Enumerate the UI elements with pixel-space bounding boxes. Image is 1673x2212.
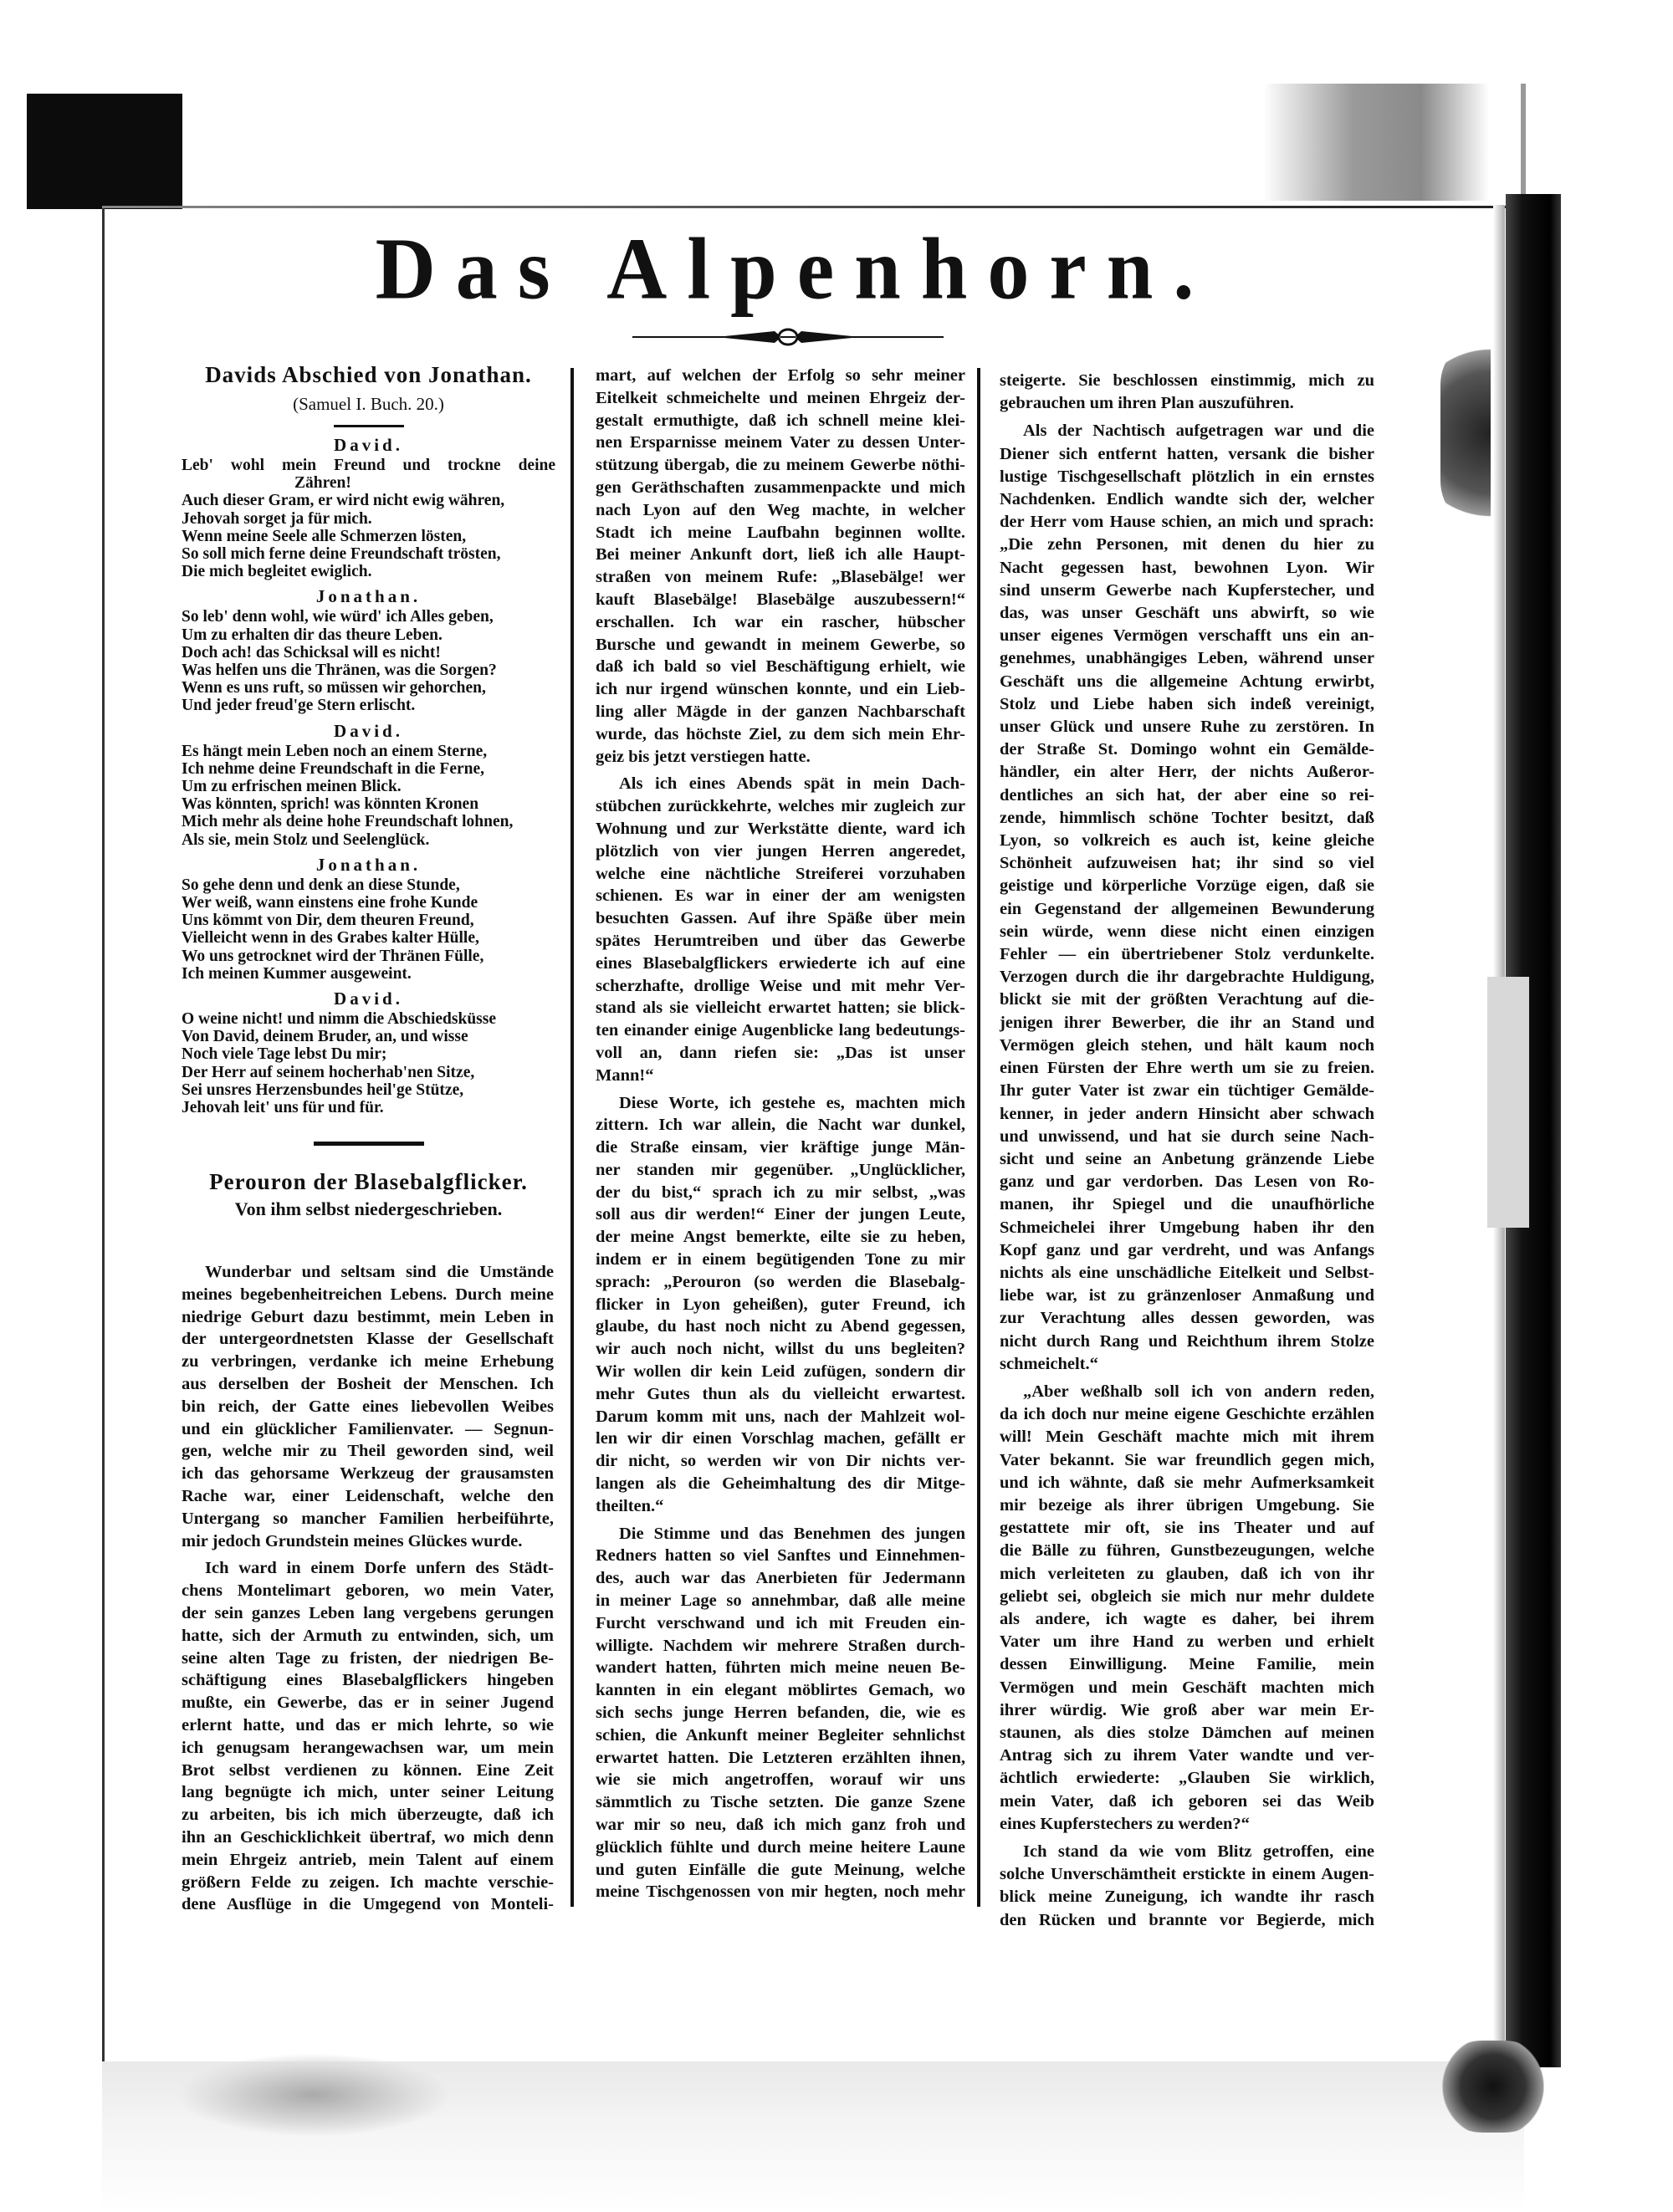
text-line: flicker in Lyon geheißen), guter Freund, ich (596, 1295, 965, 1314)
text-line: daß ich bald so viel Beschäftigung erhielt, wie (596, 657, 965, 677)
text-line: welche eine nächtliche Streiferei vorzuhaben (596, 864, 965, 883)
text-line: kauft Blasebälge! Blasebälge auszubessern!“ (596, 590, 965, 609)
paragraph (1000, 420, 1374, 1376)
poem-line: Was helfen uns die Thränen, was die Sorgen? (182, 662, 497, 680)
text-line: der Herr vom Hause schien, an mich und sprach: (1000, 513, 1374, 532)
text-line: solche Unverschämtheit erstickte in einem Augen- (1000, 1865, 1374, 1884)
text-line: das, was unser Geschäft uns abwirft, so wie (1000, 604, 1374, 623)
text-line: langen als die Geheimhaltung des dir Mitge- (596, 1474, 965, 1494)
text-line: manen, ihr Spiegel und die unaufhörliche (1000, 1195, 1374, 1214)
text-line: erlernt hatte, und das er mich lehrte, so wie (182, 1715, 554, 1734)
text-line: zu verbringen, verdanke ich meine Erhebung (182, 1352, 554, 1372)
text-line: bin reich, der Gatte eines liebevollen Weibes (182, 1397, 554, 1416)
text-line: händler, ein alter Herr, der nichts Außeror- (1000, 763, 1374, 782)
article-byline: Von ihm selbst niedergeschrieben. (234, 1198, 503, 1220)
text-line: sicht und seine an Anbetung gränzende Liebe (1000, 1149, 1374, 1168)
text-line: nicht durch Rang und Reichthum ihrem Stolze (1000, 1331, 1374, 1351)
text-line: len wir dir einen Vorschlag machen, gefällt er (596, 1429, 965, 1448)
text-line: Bursche und gewandt in meinem Gewerbe, so (596, 635, 965, 654)
text-line: blick meine Zuneigung, ich wandte ihr rasch (1000, 1888, 1374, 1907)
text-line: wie sie mich angetroffen, worauf wir uns (596, 1770, 965, 1790)
poem-line: Ich nehme deine Freundschaft in die Ferne, (182, 759, 485, 778)
text-line: ich genugsam herangewachsen war, um mein (182, 1738, 554, 1757)
text-line: erwartet hatten. Die Letzteren erzählten ihnen, (596, 1748, 965, 1767)
text-line: wandert hatten, führten mich meine neuen Be- (596, 1658, 965, 1678)
stanza-speaker: David. (334, 435, 403, 455)
text-line: Ich ward in einem Dorfe unfern des Städt- (205, 1559, 554, 1578)
scan-dark-blot (1439, 2041, 1548, 2133)
text-line: soll aus dir werden!“ Einer der jungen Leute, (596, 1205, 965, 1224)
poem-line: Ich meinen Kummer ausgeweint. (182, 964, 412, 983)
text-line: und ein glücklicher Familienvater. — Segnun- (182, 1419, 554, 1438)
paragraph (596, 365, 965, 768)
text-line: Nachdenken. Endlich wandte sich der, welcher (1000, 490, 1374, 509)
scan-shadow (1263, 84, 1489, 201)
text-line: ten einander einige Augenblicke lang bedeutungs- (596, 1021, 965, 1040)
text-line: Diener sich entfernt hatten, versank die bisher (1000, 444, 1374, 463)
text-line: Bei meiner Ankunft dort, ließ ich alle Haupt- (596, 545, 965, 564)
text-line: der untergeordnetsten Klasse der Gesellschaft (182, 1330, 554, 1349)
text-line: schien, die Ankunft meiner Begleiter sehnlichst (596, 1725, 965, 1745)
text-line: spätes Herumtreiben und über das Gewerbe (596, 931, 965, 950)
text-line: sämmtlich zu Tische setzten. Die ganze Szene (596, 1793, 965, 1812)
text-line: sprach: „Perouron (so werden die Blasebalg- (596, 1272, 965, 1291)
text-line: stützung übergab, die zu meinem Gewerbe nöthi- (596, 456, 965, 475)
paragraph (1000, 1381, 1374, 1836)
page-tab (1487, 977, 1529, 1228)
text-line: mein Vater, daß ich geboren sei das Weib (1000, 1791, 1374, 1811)
poem-line: Es hängt mein Leben noch an einem Sterne, (182, 742, 488, 760)
text-line: sind unserm Gewerbe nach Kupferstecher, und (1000, 580, 1374, 600)
text-line: Lyon, so volkreich es auch ist, keine gleiche (1000, 831, 1374, 851)
text-line: Stadt ich meine Laufbahn beginnen wollte. (596, 523, 965, 542)
text-line: mein Ehrgeiz antrieb, mein Talent auf einem (182, 1850, 554, 1869)
text-line: Eitelkeit schmeichelte und meinen Ehrgeiz der- (596, 388, 965, 407)
text-line: Rache war, einer Leidenschaft, welche den (182, 1486, 554, 1505)
poem-line: Um zu erfrischen meinen Blick. (182, 778, 402, 796)
text-line: sich sechs junge Herren befanden, die, wie es (596, 1704, 965, 1723)
stanza-speaker: Jonathan. (315, 854, 422, 875)
text-line: Vermögen und mein Geschäft machten mich (1000, 1678, 1374, 1697)
text-line: aus derselben der Bosheit der Menschen. Ich (182, 1374, 554, 1393)
article-column-3 (1000, 370, 1374, 1937)
text-line: und ich wähnte, daß sie mehr Aufmerksamkeit (1000, 1473, 1374, 1492)
text-line: und unwissend, und hat sie durch seine Nach- (1000, 1126, 1374, 1146)
text-line: Geschäft uns die allgemeine Achtung erwirbt, (1000, 672, 1374, 691)
text-line: nichts als eine unschädliche Eitelkeit und Selbst- (1000, 1263, 1374, 1282)
text-line: will! Mein Geschäft machte mich mit ihrem (1000, 1428, 1374, 1447)
paragraph (596, 1523, 965, 1904)
text-line: wir auch noch nicht, willst du uns begleiten? (596, 1340, 965, 1359)
poem-line: Wenn es uns ruft, so müssen wir gehorchen, (182, 679, 486, 697)
stanza-speaker: David. (334, 989, 403, 1009)
poem-line: Leb' wohl mein Freund und trockne deine (182, 457, 555, 474)
text-line: nach Lyon auf den Weg machte, in welcher (596, 500, 965, 519)
text-line: meine Tischgenossen von mir hegten, noch mehr (596, 1882, 965, 1902)
text-line: mich verleiteten zu glauben, daß ich von ihr (1000, 1564, 1374, 1583)
text-line: Schönheit aufzuweisen hat; ihr sind so viel (1000, 854, 1374, 873)
text-line: lustige Tischgesellschaft plötzlich in ein ernstes (1000, 467, 1374, 486)
text-line: Darum komm mit uns, nach der Mahlzeit wol- (596, 1407, 965, 1426)
text-line: Ihr guter Vater ist zwar ein tüchtiger Gemälde- (1000, 1081, 1374, 1101)
text-line: in meiner Lage so annehmbar, daß alle meine (596, 1591, 965, 1611)
text-line: hatte, sich der Armuth zu entwinden, sich, um (182, 1626, 554, 1645)
divider (334, 425, 404, 427)
text-line: besuchten Gassen. Auf ihre Späße über mein (596, 909, 965, 928)
text-line: ihrer würdig. Wie groß aber war mein Er- (1000, 1700, 1374, 1719)
paragraph (596, 1092, 965, 1518)
poem-line: Um zu erhalten dir das theure Leben. (182, 626, 443, 644)
poem-block (182, 358, 555, 1223)
text-line: unser eigenes Vermögen verschafft uns ein an- (1000, 626, 1374, 646)
text-line: ich das gehorsame Werkzeug der grausamsten (182, 1464, 554, 1484)
scan-edge-line (1521, 84, 1526, 201)
text-line: gebrauchen um ihren Plan auszuführen. (1000, 394, 1294, 413)
column-rule (570, 368, 574, 1907)
text-line: Wohnung und zur Werkstätte diente, ward ich (596, 819, 965, 838)
poem-line: Und jeder freud'ge Stern erlischt. (182, 697, 416, 715)
text-line: Die Stimme und das Benehmen des jungen (619, 1524, 965, 1543)
text-line: wurde, das höchste Ziel, zu dem sich mein Ehr- (596, 724, 965, 743)
text-line: mir bezeige als ihrer übrigen Umgebung. Sie (1000, 1495, 1374, 1515)
text-line: war mir so neu, daß ich mich ganz froh und (596, 1816, 965, 1834)
text-line: glücklich fühlte und durch meine heitere Laune (596, 1837, 965, 1857)
text-line: ganz und gar verdorben. Das Lesen von Ro- (1000, 1172, 1374, 1192)
text-line: schmeichelt.“ (1000, 1354, 1098, 1373)
text-line: straßen von meinem Rufe: „Blasebälge! wer (596, 568, 965, 587)
text-line: plötzlich von vier jungen Herren angeredet, (596, 841, 965, 861)
text-line: theilten.“ (596, 1496, 664, 1515)
text-line: des, auch war das Anerbieten für Jedermann (596, 1569, 965, 1588)
poem-line: Als sie, mein Stolz und Seelenglück. (182, 830, 430, 849)
text-line: Vater um ihre Hand zu werben und erhielt (1000, 1632, 1374, 1652)
text-line: jenigen ihrer Bewerber, die ihr an Stand und (1000, 1013, 1374, 1032)
text-line: gestalt ermuthigte, daß ich schnell meine klei- (596, 411, 965, 430)
poem-line: So gehe denn und denk an diese Stunde, (182, 876, 460, 894)
poem-source: (Samuel I. Buch. 20.) (293, 394, 444, 414)
text-line: nen Ersparnisse meinem Vater zu dessen Unter- (596, 433, 965, 452)
divider (314, 1142, 424, 1146)
poem-line: Auch dieser Gram, er wird nicht ewig währen, (182, 492, 505, 510)
poem-line: Von David, deinem Bruder, an, und wisse (182, 1028, 468, 1046)
text-line: zende, himmlisch schöne Tochter besitzt, daß (1000, 808, 1374, 827)
poem-line: Jehovah leit' uns für und für. (182, 1099, 384, 1117)
stanza-speaker: Jonathan. (315, 586, 422, 607)
text-line: Stolz und Liebe haben sich indeß vereinigt, (1000, 694, 1374, 713)
text-line: ich nur irgend wünschen konnte, und ein Lieb- (596, 680, 965, 699)
poem-line: Die mich begleitet ewiglich. (182, 563, 372, 581)
text-line: Als ich eines Abends spät in mein Dach- (619, 774, 965, 794)
paragraph (182, 1557, 554, 1916)
text-line: zittern. Ich war allein, die Nacht war dunkel, (596, 1116, 965, 1135)
text-line: Kopf ganz und gar verdreht, und was Anfangs (1000, 1240, 1374, 1259)
text-line: der Straße St. Domingo wohnt ein Gemälde- (1000, 740, 1374, 759)
page-edge-top (102, 206, 1516, 208)
poem-stanzas (182, 434, 555, 1116)
text-line: kannten in ein elegant möblirtes Gemach, wo (596, 1681, 965, 1700)
text-line: chens Montelimart geboren, wo mein Vater, (182, 1581, 554, 1601)
text-line: der du bist,“ sprach ich zu mir selbst, „was (596, 1183, 965, 1202)
scan-smudge (176, 2053, 452, 2137)
text-line: scherzhafte, drollige Weise und mit mehr Ver- (596, 976, 965, 995)
paragraph (596, 773, 965, 1086)
text-line: Diese Worte, ich gestehe es, machten mich (619, 1093, 965, 1112)
text-line: stübchen zurückkehrte, welches mir zugleich zur (596, 797, 965, 816)
article-column-2 (596, 365, 965, 1908)
text-line: schienen. Es war in einer der am wenigsten (596, 886, 965, 906)
text-line: „Die zehn Personen, mit denen du hier zu (1000, 535, 1374, 554)
paragraph (1000, 1841, 1374, 1932)
text-line: Vermögen gleich stehen, und hält kaum noch (1000, 1035, 1374, 1055)
poem-line: Zähren! (294, 474, 351, 493)
text-line: zu arbeiten, bis ich mich überzeugte, daß ich (182, 1806, 554, 1825)
text-line: voll an, dann riefen sie: „Das ist unser (596, 1043, 965, 1062)
text-line: ihn an Geschicklichkeit übertraf, wo mich denn (182, 1827, 554, 1847)
paragraph (182, 1261, 554, 1552)
text-line: mußte, ein Gewerbe, das er in seiner Jugend (182, 1693, 554, 1713)
poem-line: Wo uns getrocknet wird der Thränen Fülle, (182, 947, 484, 965)
text-line: gestattete mir oft, sie ins Theater und auf (1000, 1519, 1374, 1538)
text-line: dene Ausflüge in die Umgegend von Monteli- (182, 1895, 554, 1914)
poem-title: Davids Abschied von Jonathan. (205, 362, 532, 387)
poem-line: Uns kömmt von Dir, dem theuren Freund, (182, 912, 474, 930)
poem-line: Wenn meine Seele alle Schmerzen lösten, (182, 527, 467, 545)
text-line: ner standen mir gegenüber. „Unglücklicher, (596, 1160, 965, 1179)
poem-line: So leb' denn wohl, wie würd' ich Alles geben, (182, 608, 494, 626)
text-line: als andere, ich wagte es daher, bei ihrem (1000, 1609, 1374, 1628)
poem-line: Was könnten, sprich! was könnten Kronen (182, 795, 479, 814)
text-line: mir jedoch Grundstein meines Glückes wurde. (182, 1531, 523, 1550)
text-line: liebe war, ist zu gränzenloser Anmaßung und (1000, 1286, 1374, 1305)
poem-line: Noch viele Tage lebst Du mir; (182, 1045, 387, 1064)
text-line: den Rücken und brannte vor Begierde, mich (1000, 1910, 1374, 1929)
poem-line: Sei unsres Herzensbundes heil'ge Stütze, (182, 1080, 464, 1099)
poem-line: Doch ach! das Schicksal will es nicht! (182, 643, 441, 662)
text-line: Wir wollen dir kein Leid zufügen, sondern dir (596, 1362, 965, 1382)
text-line: dessen Einwilligung. Meine Familie, mein (1000, 1655, 1374, 1674)
text-line: ächtlich erwiederte: „Glauben Sie wirklich, (1000, 1769, 1374, 1788)
poem-line: So soll mich ferne deine Freundschaft trösten, (182, 545, 501, 564)
text-line: lang begnügte ich mich, unter seiner Leitung (182, 1783, 554, 1802)
text-line: Untergang so mancher Familien herbeiführte, (182, 1509, 554, 1528)
text-line: kenner, in jeder andern Hinsicht aber schwach (1000, 1104, 1374, 1123)
text-line: der sein ganzes Leben lang vergebens gerungen (182, 1603, 554, 1622)
text-line: genehmes, unabhängiges Leben, während unser (1000, 649, 1374, 668)
text-line: Verzogen durch die ihr dargebrachte Huldigung, (1000, 968, 1374, 987)
column-rule (977, 368, 980, 1907)
stanza-speaker: David. (334, 720, 403, 741)
text-line: geliebt sei, obgleich sie mich nur mehr duldete (1000, 1586, 1374, 1606)
text-line: Redners hatten so viel Sanftes und Einnehmen- (596, 1546, 965, 1566)
text-line: meines begebenheitreichen Lebens. Durch meine (182, 1285, 554, 1304)
text-line: Vater bekannt. Sie war freundlich gegen mich, (1000, 1450, 1374, 1469)
text-line: mehr Gutes thun als du vielleicht erwartest. (596, 1384, 965, 1403)
poem-line: Mich mehr als deine hohe Freundschaft lohnen, (182, 813, 514, 831)
text-line: eines Blasebalgflickers erwiederte ich auf eine (596, 953, 965, 973)
text-line: geiz bis jetzt verstiegen hatte. (596, 747, 811, 766)
text-line: willigte. Nachdem wir mehrere Straßen durch- (596, 1636, 965, 1655)
ornament-divider-icon (632, 328, 944, 346)
text-line: einen Fürsten der Ehre werth um sie zu freien. (1000, 1059, 1374, 1078)
text-line: „Aber weßhalb soll ich von andern reden, (1023, 1382, 1374, 1401)
text-line: Furcht verschwand und ich mit Freuden ein- (596, 1613, 965, 1632)
text-line: die Bälle zu führen, Gunstbezeugungen, welche (1000, 1541, 1374, 1561)
poem-line: Der Herr auf seinem hocherhab'nen Sitze, (182, 1063, 475, 1081)
text-line: größern Felde zu zeigen. Ich machte verschie- (182, 1872, 554, 1892)
article-title: Perouron der Blasebalgflicker. (209, 1169, 528, 1195)
library-stamp (1440, 335, 1491, 531)
text-line: und guten Einfälle die gute Meinung, welche (596, 1860, 965, 1879)
text-line: Mann!“ (596, 1065, 654, 1085)
text-line: geistige und körperliche Vorzüge eigen, daß sie (1000, 876, 1374, 896)
text-line: sein würde, wenn diese nicht einen einzigen (1000, 922, 1374, 941)
text-line: Als der Nachtisch aufgetragen war und die (1023, 421, 1374, 441)
text-line: seine alten Tage zu fristen, der niedrigen Be- (182, 1648, 554, 1668)
text-line: mart, auf welchen der Erfolg so sehr meiner (596, 366, 965, 385)
poem-line: Jehovah sorget ja für mich. (182, 509, 372, 528)
text-line: erschallen. Ich war ein rascher, hübscher (596, 612, 965, 631)
text-line: steigerte. Sie beschlossen einstimmig, mich zu (1000, 371, 1374, 390)
article-column-1 (182, 1261, 554, 1921)
text-line: Nacht gegessen hast, bewohnen Lyon. Wir (1000, 558, 1374, 577)
text-line: zur Verachtung alles dessen geworden, was (1000, 1309, 1374, 1328)
text-line: Antrag sich zu ihrem Vater wandte und ver- (1000, 1746, 1374, 1765)
newspaper-masthead: Das Alpenhorn. (375, 220, 1215, 318)
text-line: die Straße einsam, vier kräftige junge Män- (596, 1138, 965, 1157)
text-line: der meine Angst bemerkte, eilte sie zu heben, (596, 1228, 965, 1247)
text-line: dentliches an sich hat, der aber eine so rei- (1000, 785, 1374, 805)
page-edge-left (102, 207, 105, 2072)
text-line: schäftigung eines Blasebalgflickers hingeben (182, 1671, 554, 1690)
scan-dark-margin (27, 94, 182, 209)
text-line: indem er in einem begütigenden Tone zu mir (596, 1250, 965, 1269)
text-line: ling aller Mägde in der ganzen Nachbarschaft (596, 702, 965, 721)
text-line: da ich doch nur meine eigene Geschichte erzählen (1000, 1405, 1374, 1424)
text-line: eines Kupferstechers zu werden?“ (1000, 1814, 1250, 1833)
text-line: stand als sie vielleicht erwartet hatten; sie blick- (596, 999, 965, 1018)
text-line: Ich stand da wie vom Blitz getroffen, eine (1023, 1842, 1374, 1861)
text-line: blickt sie mit der größten Verachtung auf die- (1000, 990, 1374, 1009)
text-line: Wunderbar und seltsam sind die Umstände (205, 1263, 554, 1281)
text-line: ein Gegenstand der allgemeinen Bewunderung (1000, 899, 1374, 918)
poem-line: Vielleicht wenn in des Grabes kalter Hülle, (182, 929, 479, 948)
text-line: glaube, du hast noch nicht zu Abend gegessen, (596, 1317, 965, 1336)
poem-line: Wer weiß, wann einstens eine frohe Kunde (182, 894, 478, 912)
text-line: staunen, als dies stolze Dämchen auf meinen (1000, 1723, 1374, 1742)
text-line: Brot selbst verdienen zu können. Eine Zeit (182, 1760, 554, 1780)
paragraph (1000, 370, 1374, 415)
text-line: dir nicht, so werden wir von Dir nichts ver- (596, 1452, 965, 1471)
poem-line: O weine nicht! und nimm die Abschiedsküsse (182, 1010, 496, 1029)
text-line: Fehler — ein übertriebener Stolz verdunkelte. (1000, 945, 1374, 964)
text-line: niedrige Geburt dazu bestimmt, mein Leben in (182, 1307, 554, 1326)
text-line: gen, welche mir zu Theil geworden sind, weil (182, 1442, 554, 1461)
text-line: Schmeichelei ihrer Umgebung haben ihr den (1000, 1218, 1374, 1237)
text-line: unser Glück und unsere Ruhe zu zerstören. In (1000, 718, 1374, 737)
text-line: gen Geräthschaften zusammenpackte und mich (596, 478, 965, 497)
